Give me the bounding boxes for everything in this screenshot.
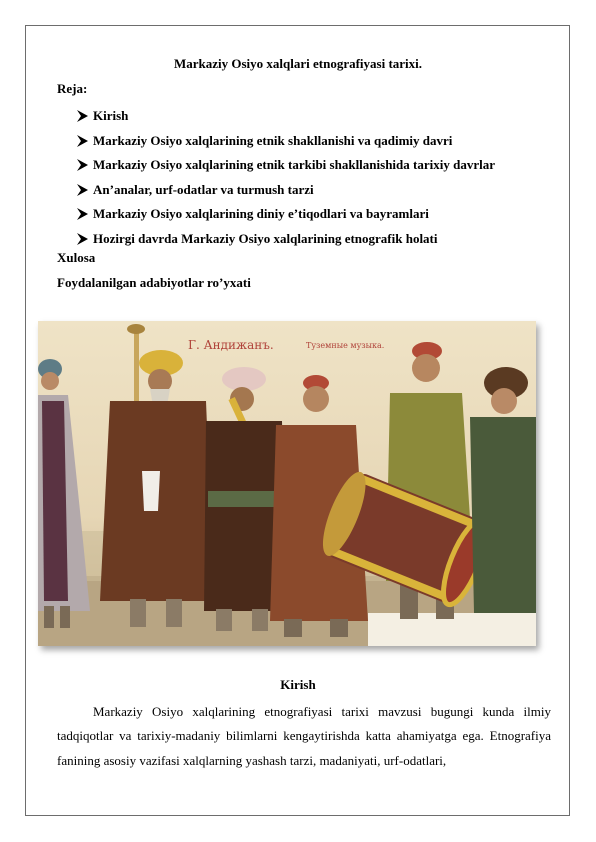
plan-item (75, 178, 495, 203)
section-heading: Kirish (280, 677, 316, 692)
plan-item (75, 153, 495, 178)
photo-caption-subject: Туземные музыка. (306, 341, 385, 350)
plan-item-label: Markaziy Osiyo xalqlarining etnik shakllanishi va qadimiy davri (93, 132, 453, 148)
plan-item-label: Markaziy Osiyo xalqlarining diniy e’tiqodlari va bayramlari (93, 206, 429, 222)
plan-item (75, 202, 495, 227)
plan-item (75, 227, 495, 252)
plan-item-label: Markaziy Osiyo xalqlarining etnik tarkibi shakllanishida tarixiy davrlar (93, 157, 495, 173)
arrowhead-bullet-icon (75, 232, 91, 246)
musicians-photograph (38, 321, 536, 646)
plan-item (75, 104, 495, 129)
document-title: Markaziy Osiyo xalqlari etnografiyasi tarixi. (173, 56, 423, 71)
photo-caption-city: Г. Андижанъ. (188, 338, 274, 352)
arrowhead-bullet-icon (75, 134, 91, 148)
plan-item-label: Kirish (93, 108, 129, 124)
arrowhead-bullet-icon (75, 183, 91, 197)
plan-list (75, 104, 495, 251)
arrowhead-bullet-icon (75, 158, 91, 172)
plan-item-label: Hozirgi davrda Markaziy Osiyo xalqlarining etnografik holati (93, 230, 438, 246)
plan-label: Reja: (57, 81, 88, 96)
arrowhead-bullet-icon (75, 109, 91, 123)
plan-item (75, 129, 495, 154)
conclusion-label: Xulosa (57, 250, 96, 265)
references-label: Foydalanilgan adabiyotlar ro’yxati (57, 275, 251, 290)
arrowhead-bullet-icon (75, 207, 91, 221)
intro-paragraph: Markaziy Osiyo xalqlarining etnografiyasi tarixi mavzusi bugungi kunda ilmiy tadqiqotlar va tarixiy-madaniy bilimlarni kengaytirishda katta ahamiyatga ega. Etnografiya fanining asosiy vazifasi xalqlarning yashash tarzi, madaniyati, urf-odatlari, (57, 704, 551, 768)
plan-item-label: An’analar, urf-odatlar va turmush tarzi (93, 181, 314, 197)
